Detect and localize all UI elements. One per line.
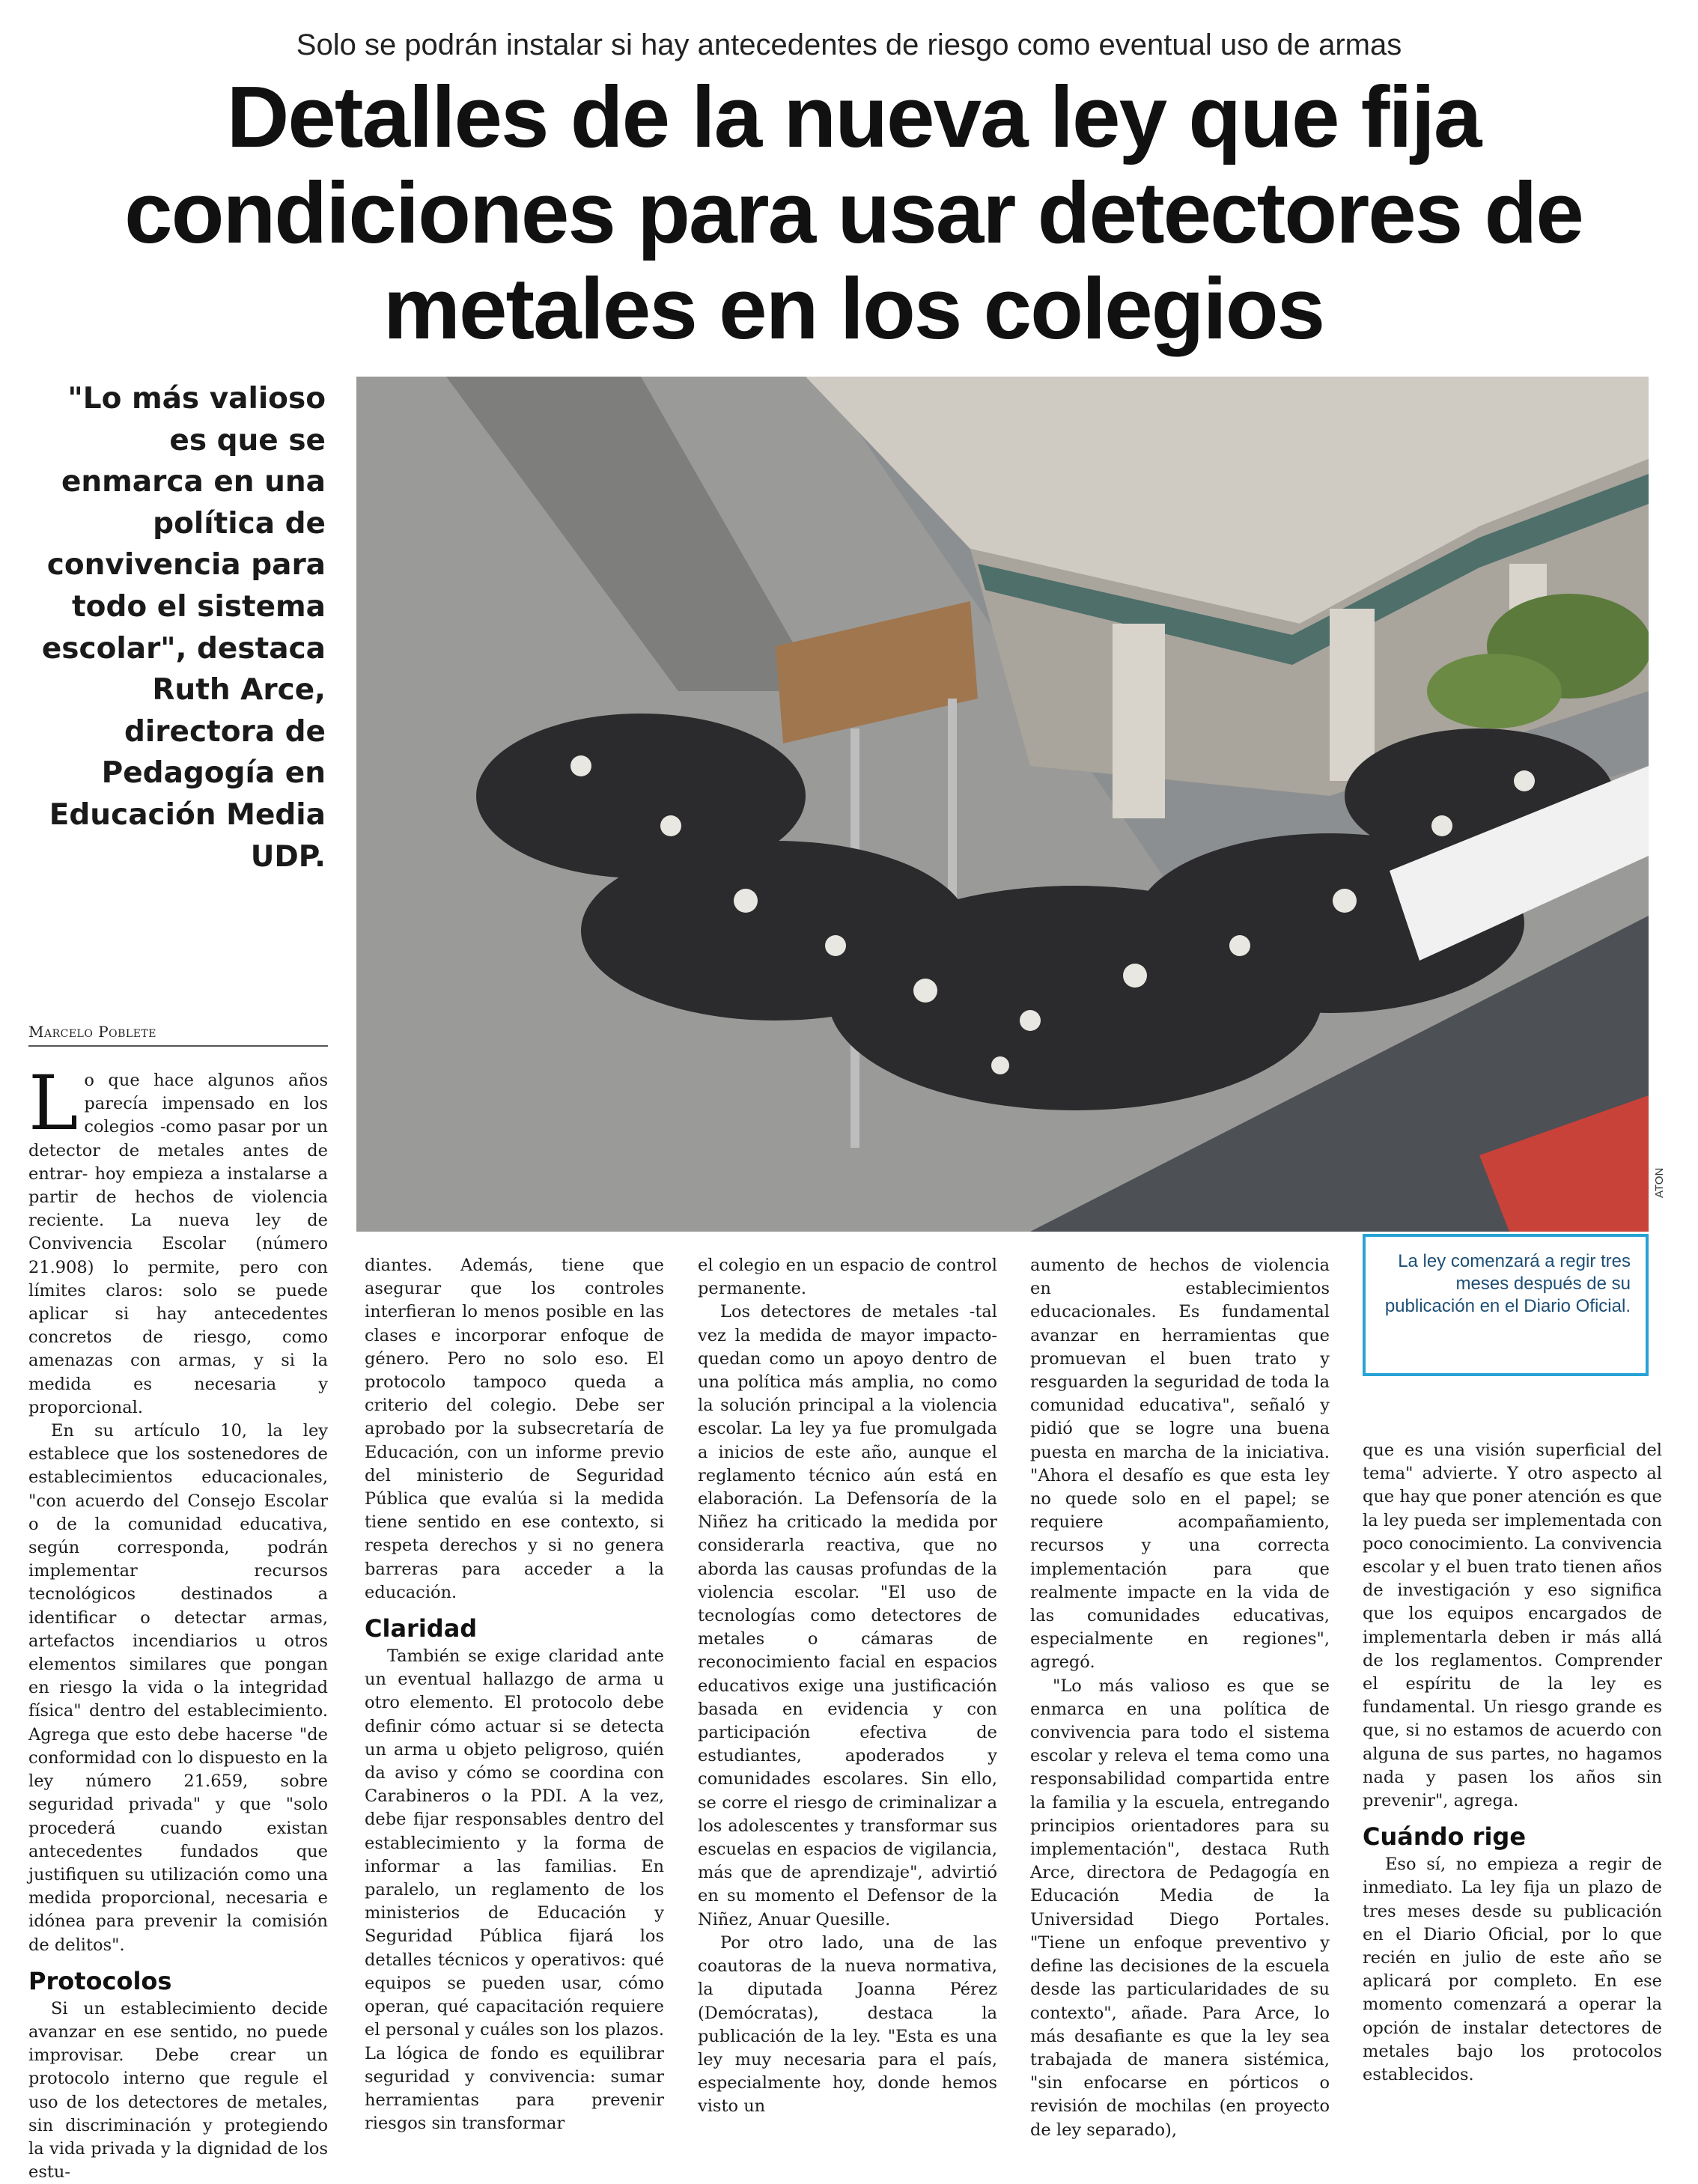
paragraph-text: o que hace algunos años parecía impensado en los colegios -como pasar por un detector de metales antes de entrar- hoy empieza a instalarse a partir de hechos de violencia reciente. La nueva ley de Convivencia Escolar (número 21.908) lo permite, pero con límites claros: solo se puede aplicar si hay antecedentes concretos de riesgo, como amenazas con armas, y si la medida es necesaria y proporcional. [28, 1071, 328, 1417]
article-column-5 [1363, 1439, 1662, 2087]
paragraph: También se exige claridad ante un eventual hallazgo de arma u otro elemento. El protocolo debe definir cómo actuar si se detecta un arma u objeto peligroso, quién da aviso y cómo se coordina con Carabineros o la PDI. A la vez, debe fijar responsables dentro del establecimiento y la forma de informar a las familias. En paralelo, un reglamento de los ministerios de Educación y Seguridad Pública fijará los detalles técnicos y operativos: qué equipos se pueden usar, cómo operan, qué capacitación requiere el personal y cuáles son los plazos. La lógica de fondo es equilibrar seguridad y convivencia: sumar herramientas para prevenir riesgos sin transformar [365, 1646, 664, 2134]
article-column-3 [698, 1254, 997, 2119]
paragraph: aumento de hechos de violencia en establecimientos educacionales. Es fundamental avanzar en herramientas que promuevan el buen trato y resguarden la seguridad de toda la comunidad educativa", señaló y pidió que se logre una buena puesta en marcha de la iniciativa. "Ahora el desafío es que esta ley no quede solo en el papel; se requiere acompañamiento, recursos y una correcta implementación para que realmente impacte en la vida de las comunidades educativas, especialmente en regiones", agregó. [1030, 1256, 1330, 1673]
paragraph: que es una visión superficial del tema" advierte. Y otro aspecto al que hay que poner atención es que la ley pueda ser implementada con poco conocimiento. La convivencia escolar y el buen trato tienen años de investigación y eso significa que los equipos encargados de implementarla deben ir más allá de los reglamentos. Comprender el espíritu de la ley es fundamental. Un riesgo grande es que, si no estamos de acuerdo con alguna de sus partes, no hagamos nada y pasen los años sin prevenir", agrega. [1363, 1441, 1662, 1811]
article-column-4 [1030, 1254, 1330, 2142]
paragraph: "Lo más valioso es que se enmarca en una política de convivencia para todo el sistema escolar y releva el tema como una responsabilidad compartida entre la familia y la escuela, entregando principios orientadores para su implementación", destaca Ruth Arce, directora de Pedagogía en Educación Media de la Universidad Diego Portales. "Tiene un enfoque preventivo y define las decisiones de la escuela desde las particularidades de su contexto", añade. Para Arce, lo más desafiante es que la ley sea trabajada de manera sistémica, "sin enfocarse en pórticos o revisión de mochilas (en proyecto de ley separado), [1030, 1676, 1330, 2140]
byline: Marcelo Poblete [28, 1023, 328, 1047]
paragraph: Eso sí, no empieza a regir de inmediato. La ley fija un plazo de tres meses desde su publicación en el Diario Oficial, por lo que recién en julio de este año se aplicará por completo. En ese momento comenzará a operar la opción de instalar detectores de metales bajo los protocolos establecidos. [1363, 1855, 1662, 2085]
paragraph: Los detectores de metales -tal vez la medida de mayor impacto- quedan como un apoyo dentro de una política más amplia, no como la solución principal a la violencia escolar. La ley ya fue promulgada a inicios de este año, aunque el reglamento técnico aún está en elaboración. La Defensoría de la Niñez ha criticado la medida por considerarla reactiva, que no aborda las causas profundas de la violencia escolar. "El uso de tecnologías como detectores de metales o cámaras de reconocimiento facial en espacios educativos exige una justificación basada en evidencia y con participación efectiva de estudiantes, apoderados y comunidades escolares. Sin ello, se corre el riesgo de criminalizar a los adolescentes y transformar sus escuelas en espacios de vigilancia, más que de aprendizaje", advirtió en su momento el Defensor de la Niñez, Anuar Quesille. [698, 1302, 997, 1929]
paragraph: Por otro lado, una de las coautoras de la nueva normativa, la diputada Joanna Pérez (Demócratas), destaca la publicación de la ley. "Esta es una ley muy necesaria para el país, especialmente hoy, donde hemos visto un [698, 1932, 997, 2117]
photo-credit: ATON [1653, 1167, 1666, 1198]
subheading-claridad: Claridad [365, 1614, 478, 1643]
paragraph: el colegio en un espacio de control permanente. [698, 1256, 997, 1299]
paragraph: Si un establecimiento decide avanzar en ese sentido, no puede improvisar. Debe crear un protocolo interno que regule el uso de los detectores de metales, sin discriminación y protegiendo la vida privada y la dignidad de los estu- [28, 1998, 328, 2183]
article-column-2 [365, 1254, 664, 2135]
subheading-protocolos: Protocolos [28, 1966, 172, 1995]
kicker: Solo se podrán instalar si hay antecedentes de riesgo como eventual uso de armas [296, 28, 1402, 61]
subheading-cuando-rige: Cuándo rige [1363, 1822, 1527, 1852]
paragraph [28, 1059, 328, 1420]
news-photo [356, 377, 1649, 1232]
drop-cap: L [28, 1059, 79, 1147]
paragraph: diantes. Además, tiene que asegurar que los controles interfieran lo menos posible en las clases e incorporar enfoque de género. Pero no solo eso. El protocolo tampoco queda a criterio del colegio. Debe ser aprobado por la subsecretaría de Educación, con un informe previo del ministerio de Seguridad Pública que evalúa si la medida tiene sentido en ese contexto, si respeta derechos y si no genera barreras para acceder a la educación. [365, 1256, 664, 1602]
photo-caption: La ley comenzará a regir tres meses después de su publicación en el Diario Oficial. [1363, 1234, 1649, 1376]
paragraph: En su artículo 10, la ley establece que los sostenedores de establecimientos educacionales, "con acuerdo del Consejo Escolar o de la comunidad educativa, según corresponda, podrán implementar recursos tecnológicos destinados a identificar o detectar armas, artefactos incendiarios u otros elementos similares que pongan en riesgo la vida o la integridad física" dentro del establecimiento. Agrega que esto debe hacerse "de conformidad con lo dispuesto en la ley número 21.659, sobre seguridad privada" y que "solo procederá cuando existan antecedentes fundados que justifiquen su utilización como una medida proporcional, necesaria e idónea para prevenir la comisión de delitos". [28, 1421, 328, 1955]
pull-quote: "Lo más valioso es que se enmarca en una política de convivencia para todo el sistema escolar", destaca Ruth Arce, directora de Pedagogía en Educación Media UDP. [41, 382, 326, 874]
article-column-1 [28, 1059, 328, 2184]
headline: Detalles de la nueva ley que fija condiciones para usar detectores de metales en los colegios [124, 68, 1583, 357]
